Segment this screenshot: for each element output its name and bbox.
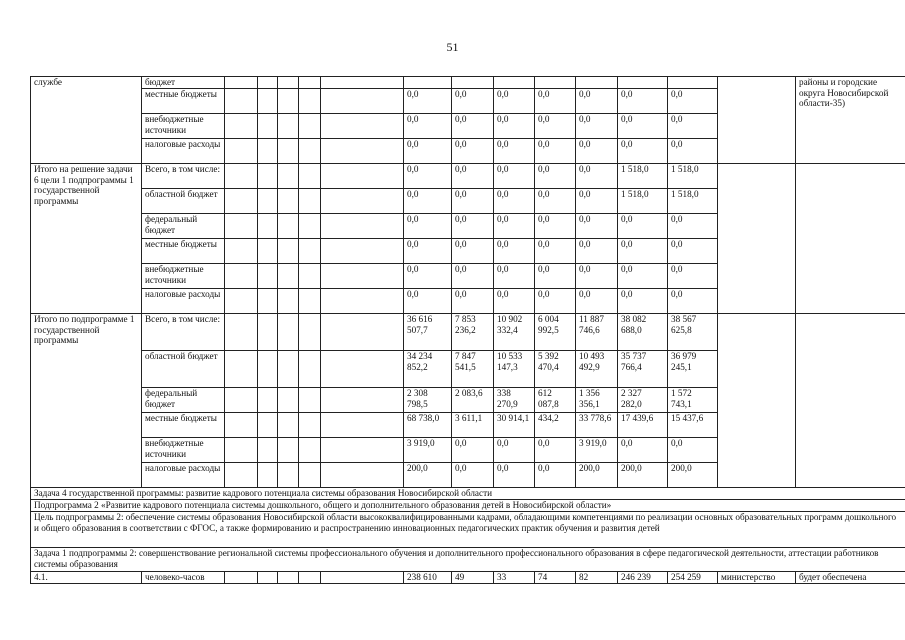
value-cell: 15 437,6 — [668, 413, 718, 438]
value-cell: 254 259 — [668, 572, 718, 584]
funding-source: Всего, в том числе: — [142, 314, 225, 351]
table-row — [31, 164, 905, 189]
empty-cell — [225, 463, 258, 488]
empty-cell — [278, 388, 299, 413]
empty-cell — [278, 264, 299, 289]
empty-cell — [225, 572, 258, 584]
row-number: 4.1. — [31, 572, 142, 584]
value-cell: 0,0 — [452, 139, 494, 164]
value-cell: 1 356 356,1 — [576, 388, 618, 413]
value-cell: 0,0 — [404, 289, 452, 314]
value-cell: 0,0 — [576, 289, 618, 314]
value-cell: 0,0 — [452, 189, 494, 214]
value-cell: 0,0 — [576, 164, 618, 189]
value-cell: 0,0 — [535, 114, 576, 139]
table-row — [31, 77, 905, 89]
value-cell: 0,0 — [618, 114, 668, 139]
subprogram-2-row — [31, 500, 905, 512]
value-cell: 0,0 — [535, 239, 576, 264]
value-cell: 0,0 — [404, 214, 452, 239]
value-cell: 82 — [576, 572, 618, 584]
empty-cell — [278, 289, 299, 314]
empty-cell — [258, 572, 278, 584]
empty-cell — [299, 164, 321, 189]
value-cell: 0,0 — [668, 264, 718, 289]
empty-cell — [278, 314, 299, 351]
empty-cell — [278, 89, 299, 114]
value-cell: 0,0 — [535, 463, 576, 488]
empty-cell — [321, 89, 404, 114]
value-cell: 30 914,1 — [494, 413, 535, 438]
empty-cell — [278, 572, 299, 584]
empty-cell — [278, 214, 299, 239]
empty-cell — [258, 413, 278, 438]
value-cell: 1 518,0 — [668, 189, 718, 214]
row-group-name: службе — [31, 77, 142, 164]
funding-source: местные бюджеты — [142, 89, 225, 114]
value-cell: 7 853 236,2 — [452, 314, 494, 351]
value-cell: 33 — [494, 572, 535, 584]
value-cell: 0,0 — [618, 214, 668, 239]
value-cell: 6 004 992,5 — [535, 314, 576, 351]
empty-cell — [225, 264, 258, 289]
page-number: 51 — [446, 40, 459, 54]
value-cell: 200,0 — [668, 463, 718, 488]
value-cell: 0,0 — [452, 463, 494, 488]
empty-cell — [321, 214, 404, 239]
empty-cell — [225, 189, 258, 214]
empty-cell — [278, 114, 299, 139]
unit-cell: человеко-часов — [142, 572, 225, 584]
value-cell: 0,0 — [404, 114, 452, 139]
value-cell: 0,0 — [452, 89, 494, 114]
empty-cell — [258, 239, 278, 264]
value-cell: 612 087,8 — [535, 388, 576, 413]
value-cell — [576, 77, 618, 89]
value-cell: 36 979 245,1 — [668, 351, 718, 388]
funding-source: внебюджетные источники — [142, 438, 225, 463]
value-cell: 246 239 — [618, 572, 668, 584]
empty-cell — [225, 413, 258, 438]
value-cell: 5 392 470,4 — [535, 351, 576, 388]
empty-cell — [299, 351, 321, 388]
value-cell: 0,0 — [668, 114, 718, 139]
value-cell: 1 572 743,1 — [668, 388, 718, 413]
empty-cell — [299, 239, 321, 264]
value-cell: 0,0 — [618, 289, 668, 314]
subprogram-goal-row-text: Цель подпрограммы 2: обеспечение системы образования Новосибирской области высококвалифицированными кадрами, обладающими компетенциями по реализации основных образовательных программ дошкольного и общего образования в соответствии с ФГОС, а также формированию и распространению инновационных педагогических практик обучения и развития детей — [31, 512, 905, 548]
task-1-row — [31, 548, 905, 572]
empty-cell — [321, 289, 404, 314]
empty-cell — [258, 89, 278, 114]
value-cell: 10 493 492,9 — [576, 351, 618, 388]
value-cell: 0,0 — [668, 214, 718, 239]
value-cell: 38 567 625,8 — [668, 314, 718, 351]
value-cell: 0,0 — [494, 438, 535, 463]
value-cell: 0,0 — [576, 264, 618, 289]
empty-cell — [299, 189, 321, 214]
subprogram-goal-row — [31, 512, 905, 548]
value-cell: 17 439,6 — [618, 413, 668, 438]
empty-cell — [258, 264, 278, 289]
value-cell: 1 518,0 — [618, 189, 668, 214]
value-cell: 10 533 147,3 — [494, 351, 535, 388]
value-cell: 0,0 — [618, 264, 668, 289]
table-row — [31, 314, 905, 351]
empty-cell — [258, 438, 278, 463]
value-cell: 0,0 — [404, 239, 452, 264]
value-cell: 0,0 — [494, 239, 535, 264]
empty-cell — [278, 139, 299, 164]
value-cell: 0,0 — [452, 438, 494, 463]
value-cell: 0,0 — [618, 89, 668, 114]
value-cell: 10 902 332,4 — [494, 314, 535, 351]
empty-cell — [321, 164, 404, 189]
empty-cell — [299, 289, 321, 314]
value-cell: 0,0 — [668, 289, 718, 314]
value-cell: 11 887 746,6 — [576, 314, 618, 351]
empty-cell — [321, 139, 404, 164]
empty-cell — [258, 388, 278, 413]
empty-cell — [225, 388, 258, 413]
value-cell: 0,0 — [668, 239, 718, 264]
value-cell: 34 234 852,2 — [404, 351, 452, 388]
value-cell — [452, 77, 494, 89]
value-cell: 0,0 — [404, 89, 452, 114]
value-cell: 0,0 — [668, 438, 718, 463]
empty-cell — [321, 351, 404, 388]
empty-cell — [299, 314, 321, 351]
result-cell: районы и городские округа Новосибирской области-35) — [796, 77, 905, 164]
value-cell: 0,0 — [535, 264, 576, 289]
value-cell: 74 — [535, 572, 576, 584]
empty-cell — [258, 463, 278, 488]
value-cell: 0,0 — [618, 239, 668, 264]
value-cell: 0,0 — [535, 189, 576, 214]
value-cell: 0,0 — [494, 164, 535, 189]
value-cell: 1 518,0 — [618, 164, 668, 189]
funding-source: внебюджетные источники — [142, 264, 225, 289]
value-cell: 2 083,6 — [452, 388, 494, 413]
empty-cell — [299, 214, 321, 239]
funding-source: местные бюджеты — [142, 413, 225, 438]
funding-source: налоговые расходы — [142, 289, 225, 314]
value-cell: 0,0 — [668, 89, 718, 114]
empty-cell — [321, 77, 404, 89]
empty-cell — [278, 239, 299, 264]
value-cell: 0,0 — [576, 239, 618, 264]
value-cell: 0,0 — [404, 189, 452, 214]
empty-cell — [278, 351, 299, 388]
value-cell: 0,0 — [494, 214, 535, 239]
value-cell: 434,2 — [535, 413, 576, 438]
empty-cell — [321, 572, 404, 584]
value-cell — [404, 77, 452, 89]
value-cell: 0,0 — [535, 139, 576, 164]
value-cell: 0,0 — [452, 239, 494, 264]
value-cell: 3 919,0 — [576, 438, 618, 463]
empty-cell — [321, 264, 404, 289]
empty-cell — [258, 189, 278, 214]
empty-cell — [278, 189, 299, 214]
value-cell: 0,0 — [535, 214, 576, 239]
empty-cell — [225, 114, 258, 139]
subprogram-2-row-text: Подпрограмма 2 «Развитие кадрового потенциала системы дошкольного, общего и дополнительного образования детей в Новосибирской области» — [31, 500, 905, 512]
task-4-row-text: Задача 4 государственной программы: развитие кадрового потенциала системы образования Новосибирской области — [31, 488, 905, 500]
value-cell — [535, 77, 576, 89]
empty-cell — [258, 77, 278, 89]
value-cell: 0,0 — [452, 164, 494, 189]
value-cell: 0,0 — [494, 289, 535, 314]
value-cell: 0,0 — [494, 463, 535, 488]
value-cell: 0,0 — [404, 164, 452, 189]
funding-source: налоговые расходы — [142, 463, 225, 488]
empty-cell — [225, 438, 258, 463]
value-cell: 0,0 — [576, 189, 618, 214]
value-cell: 0,0 — [576, 139, 618, 164]
value-cell: 0,0 — [494, 264, 535, 289]
empty-cell — [225, 289, 258, 314]
value-cell: 3 611,1 — [452, 413, 494, 438]
result-cell: будет обеспечена — [796, 572, 905, 584]
empty-cell — [258, 351, 278, 388]
value-cell: 1 518,0 — [668, 164, 718, 189]
value-cell: 0,0 — [494, 139, 535, 164]
empty-cell — [299, 463, 321, 488]
empty-cell — [258, 164, 278, 189]
empty-cell — [278, 463, 299, 488]
value-cell: 0,0 — [668, 139, 718, 164]
funding-source: местные бюджеты — [142, 239, 225, 264]
empty-cell — [321, 239, 404, 264]
empty-cell — [225, 351, 258, 388]
funding-source: налоговые расходы — [142, 139, 225, 164]
funding-source: областной бюджет — [142, 351, 225, 388]
empty-cell — [278, 164, 299, 189]
value-cell: 338 270,9 — [494, 388, 535, 413]
value-cell: 0,0 — [576, 114, 618, 139]
funding-source: бюджет — [142, 77, 225, 89]
empty-cell — [225, 214, 258, 239]
empty-cell — [278, 438, 299, 463]
responsible-cell — [718, 164, 796, 314]
value-cell: 35 737 766,4 — [618, 351, 668, 388]
empty-cell — [321, 463, 404, 488]
responsible-cell — [718, 77, 796, 164]
empty-cell — [299, 388, 321, 413]
funding-source: внебюджетные источники — [142, 114, 225, 139]
responsible-cell: министерство — [718, 572, 796, 584]
value-cell: 200,0 — [404, 463, 452, 488]
empty-cell — [225, 239, 258, 264]
row-group-name: Итого по подпрограмме 1 государственной программы — [31, 314, 142, 488]
value-cell: 0,0 — [452, 214, 494, 239]
value-cell: 0,0 — [535, 89, 576, 114]
value-cell: 0,0 — [494, 114, 535, 139]
empty-cell — [299, 438, 321, 463]
value-cell: 0,0 — [404, 139, 452, 164]
row-group-name: Итого на решение задачи 6 цели 1 подпрограммы 1 государственной программы — [31, 164, 142, 314]
empty-cell — [225, 77, 258, 89]
empty-cell — [321, 114, 404, 139]
result-cell — [796, 164, 905, 314]
empty-cell — [258, 214, 278, 239]
empty-cell — [258, 314, 278, 351]
value-cell: 0,0 — [494, 189, 535, 214]
budget-table — [30, 76, 905, 584]
empty-cell — [299, 413, 321, 438]
empty-cell — [278, 413, 299, 438]
value-cell: 33 778,6 — [576, 413, 618, 438]
value-cell: 49 — [452, 572, 494, 584]
value-cell — [618, 77, 668, 89]
empty-cell — [258, 139, 278, 164]
result-cell — [796, 314, 905, 488]
value-cell: 0,0 — [535, 289, 576, 314]
funding-source: федеральный бюджет — [142, 214, 225, 239]
value-cell: 0,0 — [576, 89, 618, 114]
task-1-row-text: Задача 1 подпрограммы 2: совершенствование региональной системы профессионального обучения и дополнительного профессионального образования в сфере педагогической деятельности, аттестации работников системы образования — [31, 548, 905, 572]
value-cell: 0,0 — [452, 114, 494, 139]
empty-cell — [225, 164, 258, 189]
empty-cell — [225, 314, 258, 351]
value-cell: 238 610 — [404, 572, 452, 584]
value-cell: 0,0 — [535, 164, 576, 189]
value-cell: 3 919,0 — [404, 438, 452, 463]
empty-cell — [321, 189, 404, 214]
funding-source: федеральный бюджет — [142, 388, 225, 413]
value-cell — [494, 77, 535, 89]
table-row — [31, 572, 905, 584]
value-cell: 0,0 — [618, 438, 668, 463]
empty-cell — [278, 77, 299, 89]
funding-source: областной бюджет — [142, 189, 225, 214]
value-cell: 0,0 — [535, 438, 576, 463]
value-cell — [668, 77, 718, 89]
value-cell: 0,0 — [576, 214, 618, 239]
value-cell: 38 082 688,0 — [618, 314, 668, 351]
value-cell: 200,0 — [618, 463, 668, 488]
value-cell: 200,0 — [576, 463, 618, 488]
value-cell: 36 616 507,7 — [404, 314, 452, 351]
empty-cell — [299, 139, 321, 164]
empty-cell — [321, 438, 404, 463]
value-cell: 7 847 541,5 — [452, 351, 494, 388]
empty-cell — [321, 413, 404, 438]
empty-cell — [299, 114, 321, 139]
empty-cell — [321, 314, 404, 351]
empty-cell — [299, 264, 321, 289]
value-cell: 0,0 — [494, 89, 535, 114]
empty-cell — [258, 114, 278, 139]
funding-source: Всего, в том числе: — [142, 164, 225, 189]
value-cell: 0,0 — [618, 139, 668, 164]
empty-cell — [299, 77, 321, 89]
value-cell: 2 327 282,0 — [618, 388, 668, 413]
value-cell: 0,0 — [404, 264, 452, 289]
empty-cell — [321, 388, 404, 413]
empty-cell — [225, 139, 258, 164]
empty-cell — [299, 89, 321, 114]
empty-cell — [299, 572, 321, 584]
empty-cell — [258, 289, 278, 314]
responsible-cell — [718, 314, 796, 488]
value-cell: 0,0 — [452, 264, 494, 289]
value-cell: 68 738,0 — [404, 413, 452, 438]
empty-cell — [225, 89, 258, 114]
task-4-row — [31, 488, 905, 500]
value-cell: 2 308 798,5 — [404, 388, 452, 413]
value-cell: 0,0 — [452, 289, 494, 314]
